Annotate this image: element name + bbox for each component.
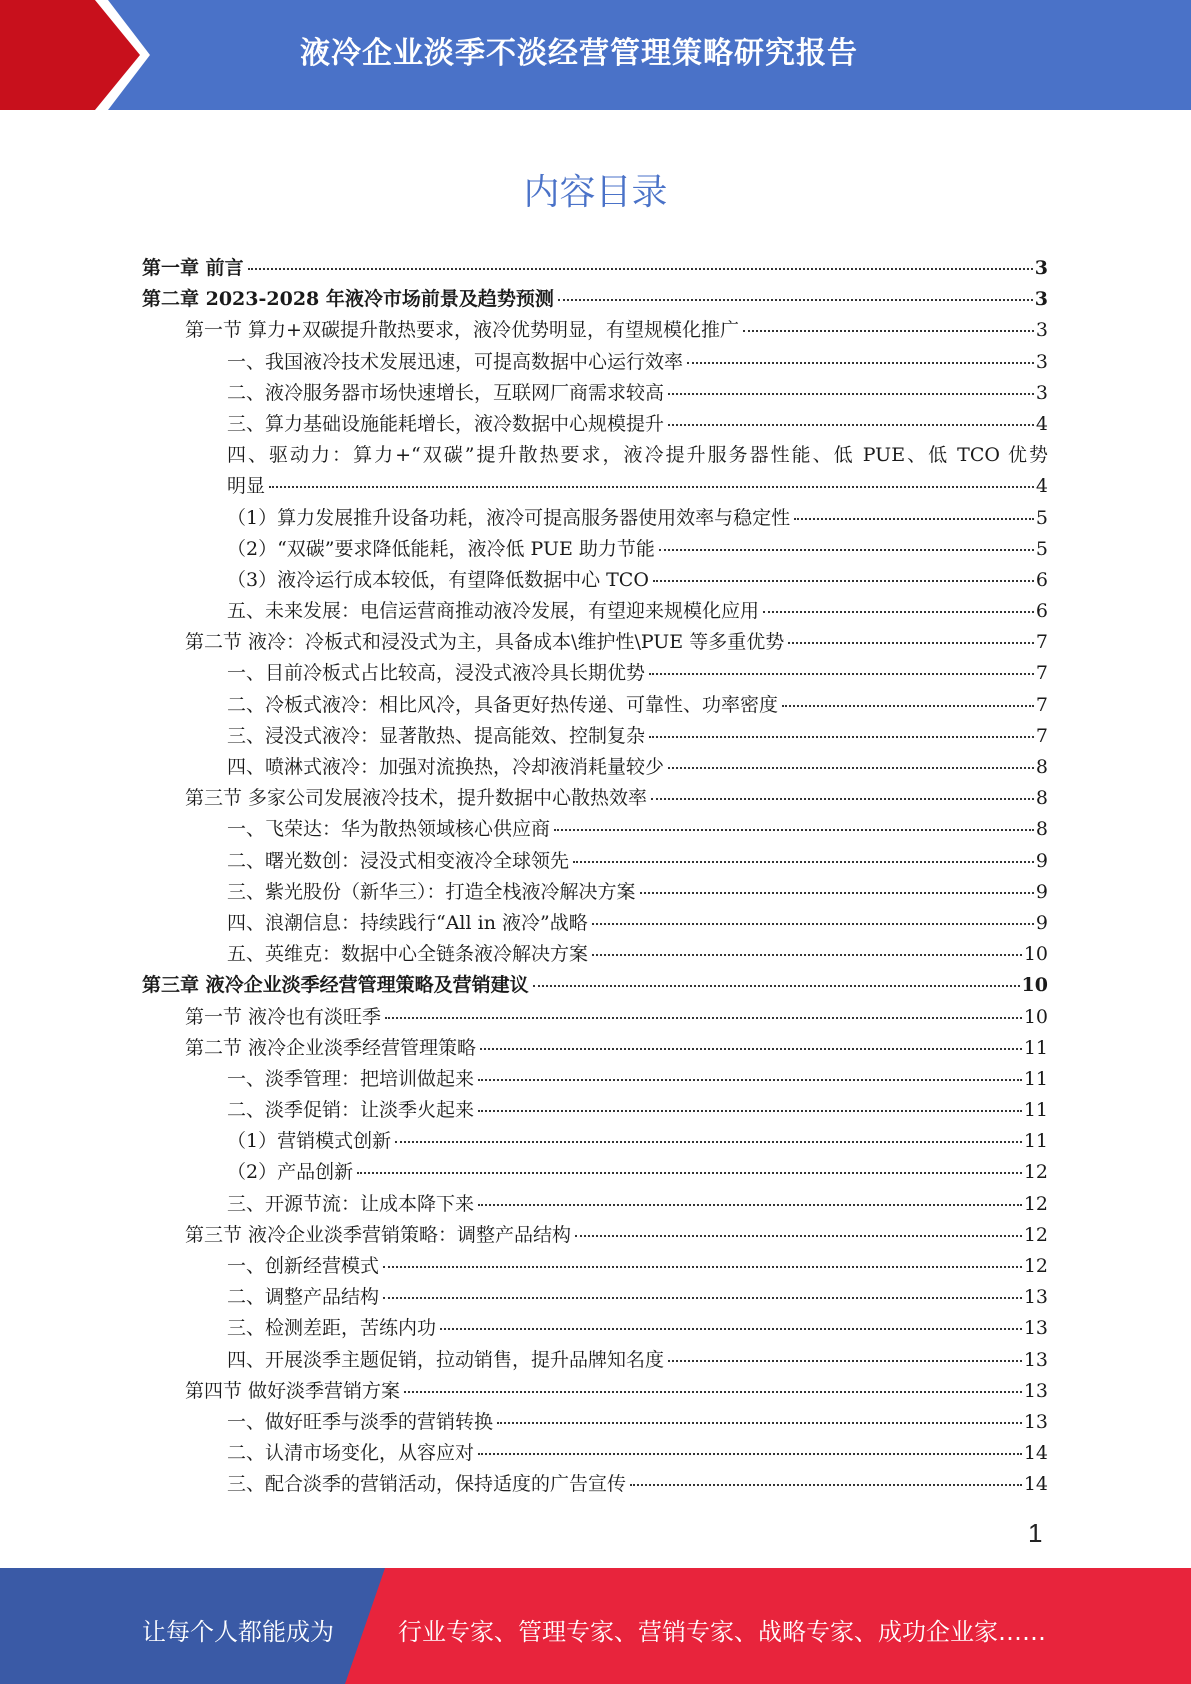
toc-entry[interactable] [142,1033,1048,1064]
toc-page-number: 12 [1023,1192,1048,1215]
toc-page-number: 13 [1023,1348,1048,1371]
toc-entry[interactable] [142,1376,1048,1407]
toc-leader-dots [385,1016,1022,1019]
toc-entry[interactable] [142,1345,1048,1376]
toc-entry-text: 二、调整产品结构 [227,1286,380,1309]
toc-page-number: 5 [1035,537,1048,560]
toc-entry[interactable] [142,658,1048,689]
page-number: 1 [1028,1518,1043,1548]
toc-entry-text: 三、紫光股份（新华三）：打造全栈液冷解决方案 [227,880,636,903]
toc-page-number: 9 [1035,880,1048,903]
toc-entry[interactable] [142,627,1048,658]
toc-entry-text: 第二章 2023-2028 年液冷市场前景及趋势预测 [142,288,554,311]
footer-slogan-left: 让每个人都能成为 [142,1618,334,1646]
toc-entry[interactable] [142,939,1048,970]
toc-entry-text: （2）产品创新 [227,1161,354,1184]
toc-leader-dots [788,641,1034,644]
toc-entry-text-continued: 明显 [227,475,266,498]
toc-entry[interactable] [142,409,1048,440]
toc-leader-dots [478,1078,1022,1081]
toc-leader-dots [659,548,1034,551]
toc-leader-dots [668,392,1034,395]
toc-entry[interactable] [142,1095,1048,1126]
toc-entry-text: 三、浸没式液冷：显著散热、提高能效、控制复杂 [227,724,646,747]
toc-entry-text: 四、驱动力：算力+“双碳”提升散热要求，液冷提升服务器性能、低 PUE、低 TCO 优势 [227,444,1048,467]
toc-entry[interactable] [142,846,1048,877]
toc-entry[interactable] [142,1469,1048,1500]
toc-page-number: 11 [1023,1130,1048,1153]
toc-leader-dots [668,423,1034,426]
toc-entry[interactable] [142,814,1048,845]
toc-leader-dots [357,1171,1022,1174]
toc-page-number: 5 [1035,506,1048,529]
toc-leader-dots [383,1265,1022,1268]
toc-page-number: 10 [1021,974,1048,997]
toc-page-number: 7 [1035,693,1048,716]
toc-entry-text: 一、飞荣达：华为散热领域核心供应商 [227,818,551,841]
toc-entry-text: 一、做好旺季与淡季的营销转换 [227,1410,494,1433]
toc-page-number: 13 [1023,1410,1048,1433]
toc-entry[interactable] [142,503,1048,534]
toc-leader-dots [651,797,1034,800]
report-header-band [0,0,1191,110]
toc-entry-text: 一、淡季管理：把培训做起来 [227,1067,475,1090]
toc-leader-dots [404,1390,1022,1393]
toc-leader-dots [533,984,1020,987]
toc-entry[interactable] [142,1126,1048,1157]
toc-leader-dots [248,267,1033,270]
toc-page-number: 10 [1023,1005,1048,1028]
toc-entry-text: 第四节 做好淡季营销方案 [185,1379,401,1402]
toc-heading: 内容目录 [523,172,668,213]
toc-page-number: 3 [1035,350,1048,373]
toc-leader-dots [592,922,1034,925]
toc-entry[interactable] [142,378,1048,409]
toc-leader-dots [592,953,1022,956]
toc-page-number: 14 [1023,1442,1048,1465]
toc-entry-text: 第一章 前言 [142,257,244,279]
toc-page-number: 8 [1035,818,1048,841]
toc-page-number: 8 [1035,756,1048,778]
toc-leader-dots [794,517,1034,520]
toc-page-number: 12 [1023,1161,1048,1184]
toc-page-number: 7 [1035,662,1048,685]
toc-leader-dots [269,485,1034,488]
toc-entry[interactable] [142,721,1048,752]
toc-entry[interactable] [142,1220,1048,1251]
toc-leader-dots [782,704,1034,707]
toc-entry-continuation [227,471,1048,502]
toc-entry[interactable] [142,690,1048,721]
toc-entry-text: 二、液冷服务器市场快速增长，互联网厂商需求较高 [227,381,665,404]
toc-leader-dots [653,579,1034,582]
toc-page-number: 3 [1034,288,1048,311]
toc-page-number: 3 [1035,381,1048,404]
toc-entry-text: （3）液冷运行成本较低，有望降低数据中心 TCO [227,568,649,591]
toc-entry[interactable] [142,877,1048,908]
toc-entry[interactable] [142,1002,1048,1033]
toc-entry[interactable] [142,315,1048,346]
toc-entry-text: 五、英维克：数据中心全链条液冷解决方案 [227,943,589,966]
table-of-contents [142,253,1048,1501]
toc-page-number: 13 [1023,1317,1048,1340]
toc-leader-dots [573,860,1034,863]
toc-leader-dots [554,828,1034,831]
toc-entry[interactable] [142,1282,1048,1313]
toc-entry[interactable] [142,1407,1048,1438]
toc-leader-dots [649,735,1034,738]
toc-page-number: 4 [1035,412,1048,435]
toc-page-number: 4 [1035,475,1048,498]
toc-entry-text: 三、配合淡季的营销活动，保持适度的广告宣传 [227,1473,627,1496]
report-title: 液冷企业淡季不淡经营管理策略研究报告 [300,36,858,71]
toc-leader-dots [558,298,1033,301]
toc-leader-dots [497,1421,1022,1424]
toc-entry[interactable] [142,1438,1048,1469]
toc-page-number: 13 [1023,1286,1048,1309]
toc-leader-dots [395,1140,1022,1143]
toc-page-number: 12 [1023,1255,1048,1277]
toc-entry-text: 一、我国液冷技术发展迅速，可提高数据中心运行效率 [227,350,684,373]
toc-entry-text: 第二节 液冷企业淡季经营管理策略 [185,1036,477,1059]
toc-entry-text: 四、浪潮信息：持续践行“All in 液冷”战略 [227,911,588,934]
toc-entry[interactable] [142,534,1048,565]
toc-page-number: 6 [1035,568,1048,591]
toc-entry-text: 三、算力基础设施能耗增长，液冷数据中心规模提升 [227,412,665,435]
toc-leader-dots [640,891,1034,894]
toc-entry-text: 第三节 多家公司发展液冷技术，提升数据中心散热效率 [185,787,648,810]
toc-entry[interactable] [142,1251,1048,1282]
toc-page-number: 11 [1023,1099,1048,1122]
toc-leader-dots [687,361,1034,364]
toc-leader-dots [763,610,1034,613]
toc-leader-dots [575,1234,1022,1237]
toc-entry-text: 四、喷淋式液冷：加强对流换热，冷却液消耗量较少 [227,756,665,778]
toc-entry-text: 三、开源节流：让成本降下来 [227,1192,475,1215]
toc-leader-dots [649,672,1034,675]
toc-page-number: 3 [1034,257,1048,279]
toc-entry-text: 一、目前冷板式占比较高，浸没式液冷具长期优势 [227,662,646,685]
toc-entry-text: 二、淡季促销：让淡季火起来 [227,1099,475,1122]
toc-entry-text: 第一节 液冷也有淡旺季 [185,1005,382,1028]
footer-slogan-right: 行业专家、管理专家、营销专家、战略专家、成功企业家…… [398,1618,1046,1646]
toc-leader-dots [478,1203,1022,1206]
toc-entry[interactable] [142,783,1048,814]
toc-leader-dots [478,1109,1022,1112]
toc-entry[interactable] [142,440,1048,502]
toc-entry-text: 第三章 液冷企业淡季经营管理策略及营销建议 [142,974,529,997]
toc-entry-text: （1）营销模式创新 [227,1130,392,1153]
toc-leader-dots [478,1452,1022,1455]
toc-page-number: 8 [1035,787,1048,810]
toc-entry[interactable] [142,253,1048,284]
toc-entry[interactable] [142,1313,1048,1344]
toc-entry-text: 第一节 算力+双碳提升散热要求，液冷优势明显，有望规模化推广 [185,319,739,342]
toc-entry[interactable] [142,970,1048,1001]
toc-page-number: 11 [1023,1067,1048,1090]
toc-leader-dots [440,1327,1022,1330]
toc-entry[interactable] [142,752,1048,783]
toc-entry-text: （2）“双碳”要求降低能耗，液冷低 PUE 助力节能 [227,537,655,560]
toc-entry[interactable] [142,284,1048,315]
toc-page-number: 7 [1035,631,1048,654]
toc-page-number: 13 [1023,1379,1048,1402]
toc-entry-text: （1）算力发展推升设备功耗，液冷可提高服务器使用效率与稳定性 [227,506,791,529]
toc-entry-text: 四、开展淡季主题促销，拉动销售，提升品牌知名度 [227,1348,665,1371]
toc-page-number: 12 [1023,1223,1048,1246]
toc-page-number: 10 [1023,943,1048,966]
toc-entry[interactable] [142,565,1048,596]
toc-entry-text: 三、检测差距，苦练内功 [227,1317,437,1340]
toc-page-number: 7 [1035,724,1048,747]
toc-entry[interactable] [142,908,1048,939]
toc-entry-text: 二、认清市场变化，从容应对 [227,1442,475,1465]
toc-entry[interactable] [142,1189,1048,1220]
toc-page-number: 9 [1035,849,1048,872]
toc-entry-text: 二、曙光数创：浸没式相变液冷全球领先 [227,849,570,872]
toc-leader-dots [480,1047,1022,1050]
toc-page-number: 6 [1035,600,1048,623]
toc-page-number: 3 [1035,319,1048,342]
toc-page-number: 11 [1023,1036,1048,1059]
toc-leader-dots [383,1296,1022,1299]
toc-page-number: 14 [1023,1473,1048,1496]
toc-entry[interactable] [142,596,1048,627]
toc-entry-text: 第三节 液冷企业淡季营销策略：调整产品结构 [185,1223,572,1246]
toc-entry[interactable] [142,1157,1048,1188]
toc-leader-dots [668,1359,1022,1362]
toc-entry-text: 一、创新经营模式 [227,1255,380,1277]
toc-leader-dots [668,766,1034,769]
toc-leader-dots [743,329,1034,332]
toc-entry-text: 五、未来发展：电信运营商推动液冷发展，有望迎来规模化应用 [227,600,760,623]
toc-entry[interactable] [142,1064,1048,1095]
toc-leader-dots [630,1483,1022,1486]
toc-entry[interactable] [142,347,1048,378]
toc-entry-text: 二、冷板式液冷：相比风冷，具备更好热传递、可靠性、功率密度 [227,693,779,716]
toc-entry-text: 第二节 液冷：冷板式和浸没式为主，具备成本\维护性\PUE 等多重优势 [185,631,785,654]
toc-page-number: 9 [1035,911,1048,934]
